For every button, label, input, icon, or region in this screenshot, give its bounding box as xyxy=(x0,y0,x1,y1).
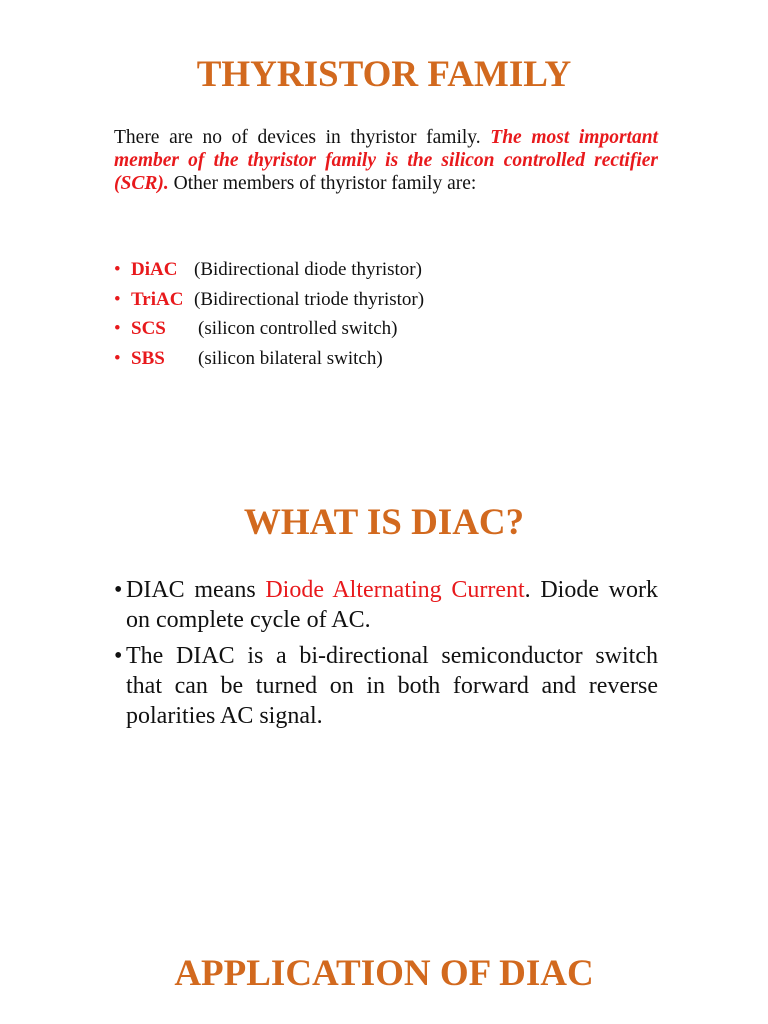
intro-text-end: Other members of thyristor family are: xyxy=(168,173,477,194)
diac-point-definition xyxy=(114,575,658,635)
diac-points-list xyxy=(114,575,658,737)
what-is-diac-heading: WHAT IS DIAC? xyxy=(243,502,525,543)
bullet-icon: • xyxy=(114,643,123,669)
bullet-icon: • xyxy=(114,318,121,339)
thyristor-family-heading: THYRISTOR FAMILY xyxy=(196,54,572,95)
diac-point-text: The DIAC is a bi-directional semiconductor switch that can be turned on in both forward and reverse polarities AC signal. xyxy=(126,643,658,729)
member-desc: (silicon bilateral switch) xyxy=(198,347,383,369)
member-item-sbs xyxy=(114,344,424,374)
member-abbr: SBS xyxy=(131,347,165,369)
intro-highlight-text: The most important member of the thyristor family is the silicon controlled rectifier (SCR). xyxy=(114,127,658,194)
member-item-triac xyxy=(114,285,424,315)
thyristor-members-list xyxy=(114,255,424,373)
member-abbr: SCS xyxy=(131,318,166,339)
member-abbr: TriAC xyxy=(131,288,184,310)
diac-point-pre: DIAC means xyxy=(126,577,266,603)
member-item-scs xyxy=(114,314,424,344)
member-desc: (Bidirectional diode thyristor) xyxy=(194,259,422,280)
diac-point-description xyxy=(114,641,658,731)
diac-point-highlight: Diode Alternating Current xyxy=(265,577,525,603)
member-desc: (Bidirectional triode thyristor) xyxy=(194,288,425,310)
bullet-icon: • xyxy=(114,577,123,603)
application-of-diac-heading: APPLICATION OF DIAC xyxy=(174,953,594,994)
bullet-icon: • xyxy=(114,347,121,369)
bullet-icon: • xyxy=(114,259,121,280)
member-item-diac xyxy=(114,255,424,285)
diac-point-post: . Diode work on complete cycle of AC. xyxy=(126,577,658,633)
member-abbr: DiAC xyxy=(131,259,178,280)
bullet-icon: • xyxy=(114,288,121,310)
intro-text-start: There are no of devices in thyristor family. xyxy=(114,127,491,148)
member-desc: (silicon controlled switch) xyxy=(198,318,398,339)
thyristor-intro-paragraph xyxy=(114,126,658,195)
